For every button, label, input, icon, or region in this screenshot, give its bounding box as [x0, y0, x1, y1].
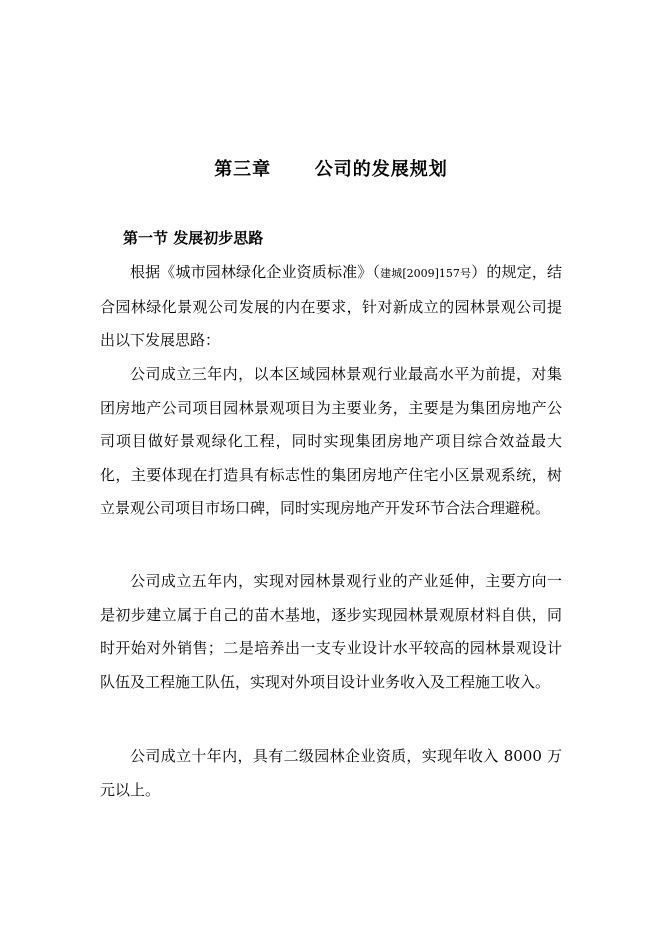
chapter-title: 第三章 公司的发展规划: [214, 159, 448, 180]
section-title: 第一节 发展初步思路: [123, 229, 264, 247]
intro-text-end: ）的规定，结合园林绿化景观公司发展的内在要求，针对新成立的园林景观公司提出以下发展思路：: [100, 263, 562, 349]
intro-text-start: 根据《城市园林绿化企业资质标准》（: [130, 263, 381, 281]
paragraph-ten-year-plan: 公司成立十年内，具有二级园林企业资质，实现年收入 8000 万元以上。: [100, 747, 562, 799]
standard-reference: 建城[2009]157号: [380, 267, 472, 280]
paragraph-intro: [100, 256, 562, 358]
paragraph-five-year-plan: 公司成立五年内，实现对园林景观行业的产业延伸，主要方向一是初步建立属于自己的苗木基地，逐步实现园林景观原材料自供，同时开始对外销售；二是培养出一支专业设计水平较高的园林景观设计队伍及工程施工队伍，实现对外项目设计业务收入及工程施工收入。: [100, 572, 562, 691]
paragraph-three-year-plan: 公司成立三年内，以本区域园林景观行业最高水平为前提，对集团房地产公司项目园林景观项目为主要业务，主要是为集团房地产公司项目做好景观绿化工程，同时实现集团房地产项目综合效益最大化，主要体现在打造具有标志性的集团房地产住宅小区景观系统，树立景观公司项目市场口碑，同时实现房地产开发环节合法合理避税。: [100, 365, 562, 517]
